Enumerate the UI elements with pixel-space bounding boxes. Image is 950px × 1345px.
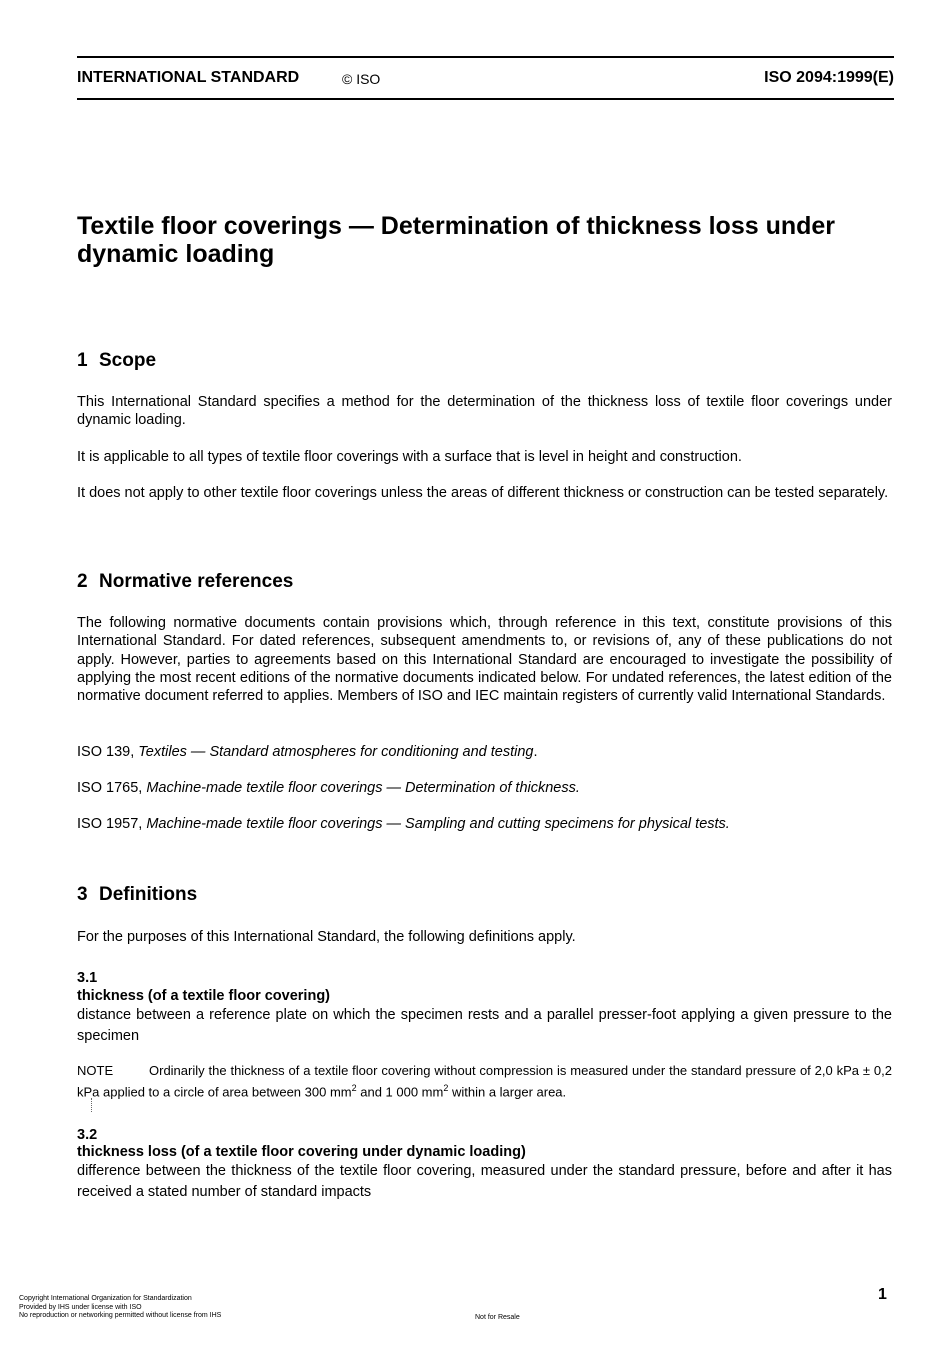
section-title: Definitions — [99, 884, 198, 905]
page-number: 1 — [878, 1286, 887, 1303]
reference-title: Machine-made textile floor coverings — Determination of thickness. — [146, 780, 580, 796]
definition-text-thickness-loss: difference between the thickness of the textile floor covering, measured under the standard pressure, before and after it has received a stated number of standard impacts — [77, 1163, 892, 1200]
definition-term-thickness: thickness (of a textile floor covering) — [77, 988, 330, 1004]
section-heading-scope — [77, 350, 156, 372]
note-superscript-1: 2 — [351, 1082, 357, 1093]
reference-end: . — [533, 744, 538, 760]
header-top-rule — [77, 56, 894, 58]
reference-code: ISO 139, — [77, 744, 139, 760]
page-header — [77, 69, 894, 91]
section-title: Normative references — [99, 571, 294, 592]
footer-not-for-resale: Not for Resale — [475, 1314, 520, 1321]
header-document-number: ISO 2094:1999(E) — [764, 69, 894, 86]
note-text-c: within a larger area. — [448, 1083, 567, 1099]
copyright-footer — [19, 1295, 221, 1321]
header-bottom-rule — [77, 98, 894, 100]
footer-line-3: No reproduction or networking permitted without license from IHS — [19, 1312, 222, 1319]
definition-term-thickness-loss: thickness loss (of a textile floor covering under dynamic loading) — [77, 1144, 526, 1160]
reference-iso-1765 — [77, 779, 892, 797]
section-title: Scope — [99, 350, 157, 371]
reference-code: ISO 1957, — [77, 816, 147, 832]
header-copyright: © ISO — [342, 71, 381, 87]
header-standard-type: INTERNATIONAL STANDARD — [77, 69, 300, 86]
reference-title: Machine-made textile floor coverings — Sampling and cutting specimens for physical tests. — [146, 816, 730, 832]
definition-text-thickness: distance between a reference plate on which the specimen rests and a parallel presser-foot applying a given pressure to the specimen — [77, 1007, 892, 1044]
scope-paragraph-1: This International Standard specifies a method for the determination of the thickness loss of textile floor coverings under dynamic loading. — [77, 394, 892, 429]
note-superscript-2: 2 — [443, 1082, 449, 1093]
footer-line-1: Copyright International Organization for Standardization — [19, 1295, 192, 1302]
scope-paragraph-2: It is applicable to all types of textile floor coverings with a surface that is level in height and construction. — [77, 449, 742, 465]
note-text-b: and 1 000 mm — [356, 1083, 444, 1099]
definition-number-3-2: 3.2 — [77, 1127, 98, 1143]
section-number: 2 — [77, 571, 88, 592]
section-number: 1 — [77, 350, 88, 371]
section-number: 3 — [77, 884, 88, 905]
normative-paragraph: The following normative documents contain provisions which, through reference in this text, constitute provisions of this International Standard. For dated references, subsequent amendments to, or revisions of, any of these publications do not apply. However, parties to agreements based on this International Standard are encouraged to investigate the possibility of applying the most recent editions of the normative documents indicated below. For undated references, the latest edition of the normative document referred to applies. Members of ISO and IEC maintain registers of currently valid International Standards. — [77, 615, 892, 705]
reference-title: Textiles — Standard atmospheres for conditioning and testing — [138, 744, 534, 760]
definition-note — [77, 1063, 892, 1100]
reference-code: ISO 1765, — [77, 780, 147, 796]
dotted-marker — [91, 1098, 93, 1112]
definitions-intro: For the purposes of this International Standard, the following definitions apply. — [77, 929, 576, 945]
reference-iso-1957 — [77, 815, 892, 833]
note-label: NOTE — [77, 1063, 114, 1078]
document-title: Textile floor coverings — Determination of thickness loss under dynamic loading — [77, 212, 836, 268]
note-text-a: Ordinarily the thickness of a textile floor covering without compression is measured under the standard pressure of 2,0 kPa ± 0,2 kPa applied to a circle of area between 300 mm — [77, 1063, 892, 1099]
footer-line-2: Provided by IHS under license with ISO — [19, 1303, 142, 1311]
section-heading-normative-references — [77, 571, 293, 593]
definition-number-3-1: 3.1 — [77, 970, 98, 986]
scope-paragraph-3: It does not apply to other textile floor coverings unless the areas of different thickness or construction can be tested separately. — [77, 485, 889, 501]
reference-iso-139 — [77, 743, 892, 761]
section-heading-definitions — [77, 884, 197, 906]
